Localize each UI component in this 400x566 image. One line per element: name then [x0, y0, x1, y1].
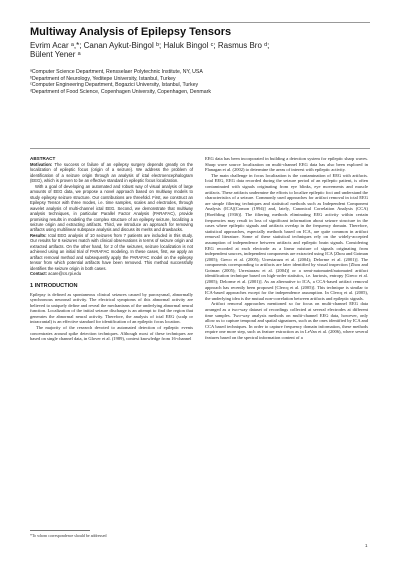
introduction-body: [30, 292, 193, 342]
author-line-2: Bülent Yener ᵃ: [30, 50, 81, 59]
abstract-body: [30, 162, 193, 277]
author-list: [30, 41, 370, 59]
paper-title: Multiway Analysis of Epilepsy Tensors: [30, 26, 232, 38]
contact-label: Contact:: [30, 271, 47, 277]
page-number: 1: [365, 543, 368, 548]
right-paragraph-2: The main challenge in focus localization is the contamination of EEG with artifacts. Ictal EEG, EEG data recorded during the seizure period of an epileptic patient, is often contaminated with signals originating from eye blinks, eye movements and muscle artifacts. These artifacts undermine the efforts to localize epileptic foci and understand the characteristics of a seizure. Commonly used approaches for artifact removal in ictal EEG are simple filtering techniques and statistical methods such as Independent Component Analysis (ICA)[Comon (1994)] and, lately, Canonical Correlation Analysis (CCA) [Hoeffding (1936)]. The filtering methods eliminating EEG activity within certain frequencies may result in loss of significant information about seizure structure in the cases where epileptic signals and artifacts overlap in the frequency domain. Therefore, statistical approaches, especially methods based on ICA, are quite common in artifact removal literature. Some of these statistical techniques rely on the widely-accepted assumption of independence between artifacts and epileptic brain signals. Considering EEG recorded at each electrode as a linear mixture of signals originating from independent sources, independent components are extracted using ICA [Zhou and Gotman (2005); Greco et al. (2005); Urrestarazu et al. (2004); Delorme et al. (2001)]. The components corresponding to artifacts are later identified by visual inspection [Zhou and Gotman (2005); Urrestarazu et al. (2004)] or a semi-automated/automated artifact identification technique based on high-order statistics, i.e. kurtosis, entropy [Greco et al. (2005); Delorme et al. (2001)]. As an alternative to ICA, a CCA-based artifact removal approach has recently been proposed [Clercq et al. (2005)]. This technique is similar to ICA-based approaches except for the independence assumption. In Clercq et al. (2005), the underlying idea is the mutual non-correlation between artifacts and epileptic signals.: [205, 172, 368, 301]
right-column: [205, 156, 368, 341]
abstract-heading: ABSTRACT: [30, 156, 56, 161]
abstract-contact: [30, 271, 193, 276]
abstract-paragraph-2: With a goal of developing an automated and robust way of visual analysis of large amounts of EEG data, we propose a novel approach based on multiway models to study epilepsy seizure structure. Our contributions are threefold. First, we construct an Epilepsy Tensor with three modes, i.e. time samples, scales and electrodes, through wavelet analysis of multi-channel ictal EEG. Second, we demonstrate that multiway analysis techniques, in particular Parallel Factor Analysis (PARAFAC), provide promising results in modeling the complex structure of an epilepsy seizure, localizing a seizure origin and extracting artifacts. Third, we introduce an approach for removing artifacts using multilinear subspace analysis and discuss its merits and drawbacks.: [30, 183, 193, 233]
affiliations: [30, 69, 370, 95]
section-rule: [30, 148, 370, 149]
introduction-heading: 1 INTRODUCTION: [30, 282, 78, 289]
motivation-label: Motivation:: [30, 162, 53, 167]
left-column: [30, 156, 193, 342]
right-column-body: [205, 156, 368, 341]
affiliation-3: ᶜComputer Engineering Department, Bogazici University, Istanbul, Turkey: [30, 82, 199, 89]
header-rule: [30, 22, 370, 23]
intro-paragraph-2: The majority of the research devoted to automated detection of epileptic events concentrates around spike detection techniques. Although most of these techniques are based on single channel data, in Glover et al. (1989), context knowledge from 16-channel: [30, 325, 193, 342]
results-text: Ictal EEG analysis of 10 seizures from 7 patients are included in this study. Our results for 8 seizures match with clinical observations in terms of seizure origin and extracted artifacts. On the other hand, for 2 of the seizures, seizure localization is not achieved using an initial trial of PARAFAC modeling. In these cases, first, we apply an artifact removal method and subsequently apply the PARAFAC model on the epilepsy tensor from which potential artifacts have been removed. This method successfully identifies the seizure origin in both cases.: [30, 232, 193, 271]
footnote-rule: [30, 530, 90, 531]
results-label: Results:: [30, 232, 47, 238]
motivation-text: The success or failure of an epilepsy surgery depends greatly on the localization of epileptic focus (origin of a seizure). We address the problem of identification of a seizure origin through an analysis of ictal electroencephalogram (EEG), which is proven to be an effective standard in epileptic focus localization.: [30, 162, 193, 184]
affiliation-2: ᵇDepartment of Neurology, Yeditepe University, Istanbul, Turkey: [30, 75, 176, 82]
contact-email[interactable]: acare@cs.rpi.edu: [48, 271, 82, 277]
correspondence-footnote: *To whom correspondence should be addressed: [30, 533, 107, 538]
affiliation-1: ᵃComputer Science Department, Rensselaer Polytechnic Institute, NY, USA: [30, 69, 203, 75]
affiliation-4: ᵈDepartment of Food Science, Copenhagen University, Copenhagen, Denmark: [30, 88, 211, 95]
right-paragraph-1: EEG data has been incorporated in building a detection system for epileptic sharp waves. Sharp wave source localization on multi-channel EEG data has also been explored in Flanagan et al. (2002) to determine the areas of interest with epileptic activity.: [205, 156, 368, 173]
right-paragraph-3: Artifact removal approaches mentioned so far focus on multi-channel EEG data arranged as a two-way dataset of recordings collected at several electrodes at different time samples. Two-way analysis methods on multi-channel EEG data, however, only allow us to capture temporal and spatial signatures, such as the ones identified by ICA and CCA based techniques. In order to capture frequency domain information, these methods require one more step, such as feature extraction as in LeVan et al. (2006), where several features based on the spectral information content of a: [205, 301, 368, 340]
intro-paragraph-1: Epilepsy is defined as spontaneous clinical seizures caused by paroxysmal, abnormally synchronous neuronal activity. The electrical symptoms of this abnormal activity are believed to uniquely define and reveal the mechanisms of the underlying abnormal neural function. Localization of the initial seizure discharge is an attempt to find the region that generates the abnormal neural activity. Therefore, the analysis of ictal EEG (scalp or intracranial) is an effective standard for identification of an epileptic focus location.: [30, 291, 193, 325]
abstract-results: [30, 233, 193, 271]
abstract-motivation: [30, 162, 193, 184]
author-line-1: Evrim Acar ᵃ,*; Canan Aykut-Bingol ᵇ; Haluk Bingol ᶜ; Rasmus Bro ᵈ;: [30, 41, 270, 50]
